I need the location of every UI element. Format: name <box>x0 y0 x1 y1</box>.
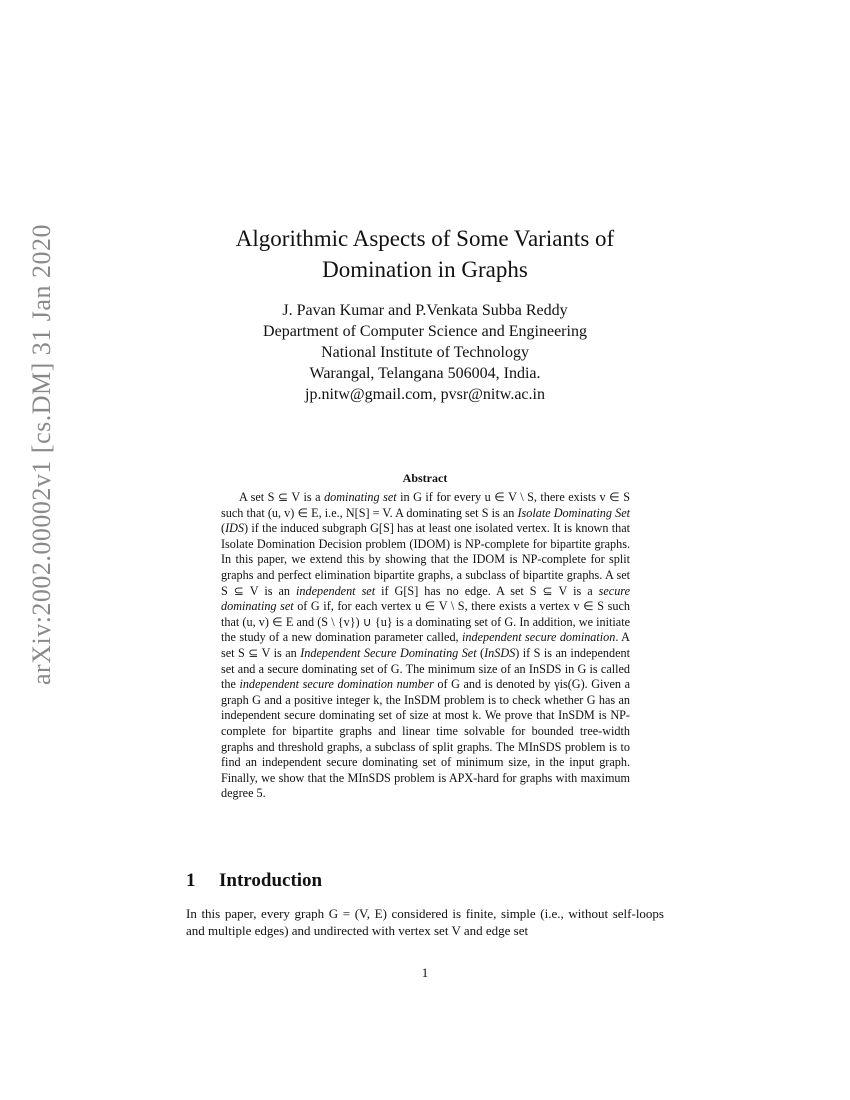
abstract-emphasis: independent secure domination number <box>239 677 434 692</box>
section-number: 1 <box>186 870 196 891</box>
abstract-text: ) if the induced subgraph G[S] has at least one isolated vertex. It is known that Isolate Domination Decision problem (IDOM) is NP-complete for bipartite graphs. In this paper, we extend this by showing that the IDOM is NP-complete for split graphs and perfect elimination bipartite graphs, a subclass of bipartite graphs. A set S ⊆ V is an <box>221 521 630 598</box>
abstract-text: in G if for every u ∈ V \ S, there exists v ∈ S such that (u, v) ∈ E, i.e., N[S] = V. A dominating set S is an <box>221 490 631 520</box>
author-names: J. Pavan Kumar and P.Venkata Subba Reddy <box>282 302 568 319</box>
abstract-emphasis: independent secure domination <box>462 630 616 645</box>
intro-paragraph: In this paper, every graph G = (V, E) considered is finite, simple (i.e., without self-loops and multiple edges) and undirected with vertex set V and edge set <box>186 906 664 938</box>
abstract-emphasis: InSDS <box>484 645 516 660</box>
abstract-text: of G if, for each vertex u ∈ V \ S, there exists a vertex v ∈ S such that (u, v) ∈ E and (S \ {v}) ∪ {u} is a dominating set of G. In addition, we initiate the study of a new domination parameter called, <box>221 599 630 645</box>
author-institute: National Institute of Technology <box>321 344 529 361</box>
abstract-emphasis: IDS <box>225 521 245 536</box>
abstract-text: ) if S is an independent set and a secure dominating set of G. The minimum size of an InSDS in G is called the <box>221 645 630 692</box>
title-line-2: Domination in Graphs <box>322 257 528 282</box>
page-number: 1 <box>421 965 429 980</box>
abstract-text: if G[S] has no edge. A set S ⊆ V is a <box>375 583 599 598</box>
arxiv-stamp: arXiv:2002.00002v1 [cs.DM] 31 Jan 2020 <box>27 224 56 685</box>
abstract-text: ( <box>221 521 226 536</box>
abstract-text: A set S ⊆ V is a <box>239 490 325 504</box>
abstract-text: . A set S ⊆ V is an <box>221 630 630 660</box>
author-address: Warangal, Telangana 506004, India. <box>309 365 541 382</box>
abstract-emphasis: Isolate Dominating Set <box>517 505 630 520</box>
abstract-paragraph <box>221 490 630 802</box>
author-emails[interactable]: jp.nitw@gmail.com, pvsr@nitw.ac.in <box>305 386 545 403</box>
title-line-1: Algorithmic Aspects of Some Variants of <box>235 226 615 251</box>
abstract-emphasis: independent set <box>296 583 376 598</box>
abstract-text: of G and is denoted by γis(G). Given a graph G and a positive integer k, the InSDM problem is to check whether G has an independent secure dominating set of size at most k. We prove that InSDM is NP-complete for bipartite graphs and linear time solvable for bounded tree-width graphs and threshold graphs, a subclass of split graphs. The MInSDS problem is to find an independent secure dominating set of minimum size, in the input graph. Finally, we show that the MInSDS problem is APX-hard for graphs with maximum degree 5. <box>221 677 630 801</box>
author-department: Department of Computer Science and Engineering <box>263 323 587 340</box>
abstract-text: ( <box>476 645 485 660</box>
section-heading <box>186 870 666 892</box>
paper-title <box>170 223 680 285</box>
abstract-emphasis: dominating set <box>324 490 397 504</box>
abstract-heading: Abstract <box>402 471 448 485</box>
author-block <box>170 300 680 405</box>
section-title: Introduction <box>219 870 323 891</box>
abstract-emphasis: secure dominating set <box>221 583 631 614</box>
abstract-body <box>221 490 630 802</box>
abstract-emphasis: Independent Secure Dominating Set <box>300 645 477 660</box>
